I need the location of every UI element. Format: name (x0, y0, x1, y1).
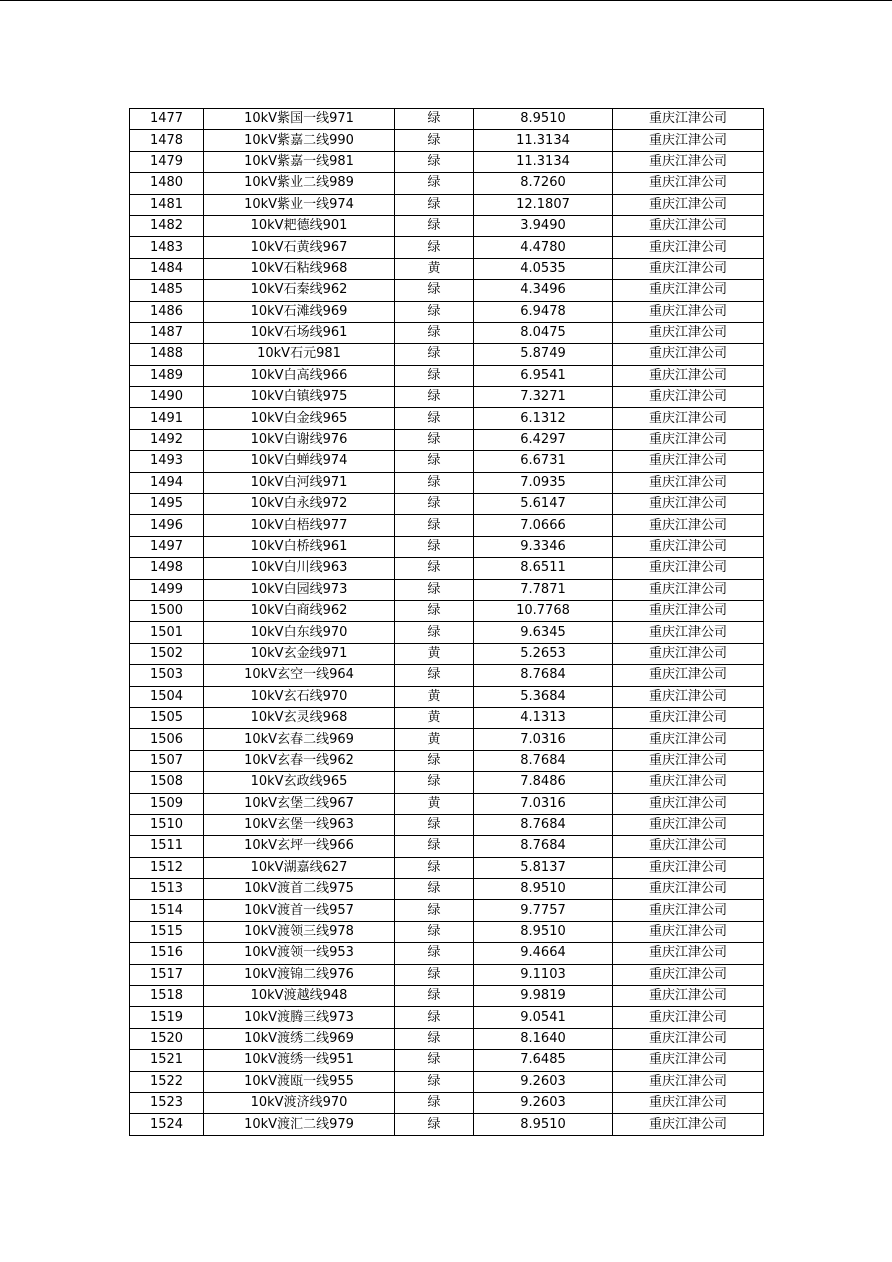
line-name-cell: 10kV渡锦二线976 (204, 964, 395, 985)
table-row (130, 879, 764, 900)
company-cell: 重庆江津公司 (613, 472, 764, 493)
table-row (130, 344, 764, 365)
line-name-cell: 10kV玄春一线962 (204, 750, 395, 771)
company-cell: 重庆江津公司 (613, 879, 764, 900)
table-row (130, 365, 764, 386)
table-row (130, 814, 764, 835)
line-name-cell: 10kV湖嘉线627 (204, 857, 395, 878)
row-number-cell: 1507 (130, 750, 204, 771)
table-body (130, 109, 764, 1136)
line-name-cell: 10kV玄空一线964 (204, 665, 395, 686)
status-color-cell: 绿 (395, 322, 474, 343)
table-row (130, 921, 764, 942)
line-name-cell: 10kV白园线973 (204, 579, 395, 600)
company-cell: 重庆江津公司 (613, 494, 764, 515)
row-number-cell: 1497 (130, 536, 204, 557)
line-name-cell: 10kV渡绣一线951 (204, 1050, 395, 1071)
table-row (130, 1007, 764, 1028)
row-number-cell: 1488 (130, 344, 204, 365)
table-row (130, 387, 764, 408)
status-color-cell: 绿 (395, 215, 474, 236)
company-cell: 重庆江津公司 (613, 622, 764, 643)
table-row (130, 643, 764, 664)
value-cell: 4.3496 (474, 280, 613, 301)
status-color-cell: 绿 (395, 900, 474, 921)
status-color-cell: 绿 (395, 558, 474, 579)
table-row (130, 515, 764, 536)
company-cell: 重庆江津公司 (613, 258, 764, 279)
line-name-cell: 10kV渡首二线975 (204, 879, 395, 900)
status-color-cell: 绿 (395, 857, 474, 878)
line-name-cell: 10kV玄坪一线966 (204, 836, 395, 857)
company-cell: 重庆江津公司 (613, 579, 764, 600)
company-cell: 重庆江津公司 (613, 322, 764, 343)
row-number-cell: 1520 (130, 1028, 204, 1049)
status-color-cell: 黄 (395, 729, 474, 750)
status-color-cell: 绿 (395, 515, 474, 536)
line-name-cell: 10kV玄灵线968 (204, 707, 395, 728)
company-cell: 重庆江津公司 (613, 536, 764, 557)
status-color-cell: 绿 (395, 622, 474, 643)
line-name-cell: 10kV石场线961 (204, 322, 395, 343)
status-color-cell: 绿 (395, 750, 474, 771)
row-number-cell: 1509 (130, 793, 204, 814)
table-row (130, 322, 764, 343)
table-row (130, 729, 764, 750)
row-number-cell: 1489 (130, 365, 204, 386)
line-name-cell: 10kV白镇线975 (204, 387, 395, 408)
line-name-cell: 10kV石滩线969 (204, 301, 395, 322)
status-color-cell: 绿 (395, 494, 474, 515)
row-number-cell: 1481 (130, 194, 204, 215)
value-cell: 8.6511 (474, 558, 613, 579)
row-number-cell: 1508 (130, 772, 204, 793)
line-name-cell: 10kV白谢线976 (204, 429, 395, 450)
company-cell: 重庆江津公司 (613, 1050, 764, 1071)
line-name-cell: 10kV紫国一线971 (204, 109, 395, 130)
company-cell: 重庆江津公司 (613, 173, 764, 194)
company-cell: 重庆江津公司 (613, 1071, 764, 1092)
value-cell: 7.0935 (474, 472, 613, 493)
row-number-cell: 1494 (130, 472, 204, 493)
table-row (130, 707, 764, 728)
status-color-cell: 绿 (395, 986, 474, 1007)
line-name-cell: 10kV白蝉线974 (204, 451, 395, 472)
table-row (130, 472, 764, 493)
company-cell: 重庆江津公司 (613, 857, 764, 878)
company-cell: 重庆江津公司 (613, 280, 764, 301)
value-cell: 7.0666 (474, 515, 613, 536)
value-cell: 4.1313 (474, 707, 613, 728)
top-border-line (0, 0, 892, 1)
value-cell: 7.0316 (474, 729, 613, 750)
table-row (130, 536, 764, 557)
row-number-cell: 1519 (130, 1007, 204, 1028)
value-cell: 4.0535 (474, 258, 613, 279)
line-name-cell: 10kV玄金线971 (204, 643, 395, 664)
company-cell: 重庆江津公司 (613, 836, 764, 857)
status-color-cell: 黄 (395, 643, 474, 664)
row-number-cell: 1506 (130, 729, 204, 750)
value-cell: 10.7768 (474, 600, 613, 621)
company-cell: 重庆江津公司 (613, 921, 764, 942)
value-cell: 7.0316 (474, 793, 613, 814)
status-color-cell: 绿 (395, 301, 474, 322)
row-number-cell: 1504 (130, 686, 204, 707)
line-name-cell: 10kV玄春二线969 (204, 729, 395, 750)
table-row (130, 1071, 764, 1092)
row-number-cell: 1514 (130, 900, 204, 921)
table-row (130, 986, 764, 1007)
row-number-cell: 1499 (130, 579, 204, 600)
status-color-cell: 绿 (395, 579, 474, 600)
company-cell: 重庆江津公司 (613, 237, 764, 258)
row-number-cell: 1523 (130, 1092, 204, 1113)
company-cell: 重庆江津公司 (613, 772, 764, 793)
status-color-cell: 绿 (395, 151, 474, 172)
company-cell: 重庆江津公司 (613, 1028, 764, 1049)
line-name-cell: 10kV渡腾三线973 (204, 1007, 395, 1028)
status-color-cell: 黄 (395, 707, 474, 728)
value-cell: 9.7757 (474, 900, 613, 921)
line-name-cell: 10kV紫嘉一线981 (204, 151, 395, 172)
value-cell: 9.2603 (474, 1092, 613, 1113)
table-row (130, 151, 764, 172)
row-number-cell: 1516 (130, 943, 204, 964)
table-row (130, 1050, 764, 1071)
line-name-cell: 10kV紫业二线989 (204, 173, 395, 194)
line-name-cell: 10kV渡瓯一线955 (204, 1071, 395, 1092)
table-row (130, 665, 764, 686)
row-number-cell: 1512 (130, 857, 204, 878)
status-color-cell: 绿 (395, 408, 474, 429)
company-cell: 重庆江津公司 (613, 215, 764, 236)
status-color-cell: 绿 (395, 1092, 474, 1113)
line-name-cell: 10kV渡汇二线979 (204, 1114, 395, 1135)
company-cell: 重庆江津公司 (613, 1092, 764, 1113)
table-row (130, 793, 764, 814)
status-color-cell: 绿 (395, 536, 474, 557)
row-number-cell: 1500 (130, 600, 204, 621)
value-cell: 8.9510 (474, 921, 613, 942)
row-number-cell: 1496 (130, 515, 204, 536)
table-row (130, 579, 764, 600)
row-number-cell: 1491 (130, 408, 204, 429)
line-name-cell: 10kV渡首一线957 (204, 900, 395, 921)
company-cell: 重庆江津公司 (613, 986, 764, 1007)
table-row (130, 964, 764, 985)
status-color-cell: 绿 (395, 429, 474, 450)
company-cell: 重庆江津公司 (613, 515, 764, 536)
company-cell: 重庆江津公司 (613, 1114, 764, 1135)
table-row (130, 772, 764, 793)
table-row (130, 750, 764, 771)
row-number-cell: 1522 (130, 1071, 204, 1092)
row-number-cell: 1495 (130, 494, 204, 515)
value-cell: 6.9541 (474, 365, 613, 386)
status-color-cell: 绿 (395, 237, 474, 258)
line-name-cell: 10kV渡领一线953 (204, 943, 395, 964)
value-cell: 5.8137 (474, 857, 613, 878)
value-cell: 8.7260 (474, 173, 613, 194)
line-name-cell: 10kV紫业一线974 (204, 194, 395, 215)
table-row (130, 836, 764, 857)
table-row (130, 258, 764, 279)
value-cell: 4.4780 (474, 237, 613, 258)
line-name-cell: 10kV渡绣二线969 (204, 1028, 395, 1049)
value-cell: 6.4297 (474, 429, 613, 450)
status-color-cell: 绿 (395, 665, 474, 686)
value-cell: 8.0475 (474, 322, 613, 343)
company-cell: 重庆江津公司 (613, 643, 764, 664)
line-name-cell: 10kV石元981 (204, 344, 395, 365)
company-cell: 重庆江津公司 (613, 344, 764, 365)
table-row (130, 130, 764, 151)
row-number-cell: 1478 (130, 130, 204, 151)
company-cell: 重庆江津公司 (613, 943, 764, 964)
table-row (130, 408, 764, 429)
value-cell: 9.9819 (474, 986, 613, 1007)
table-row (130, 943, 764, 964)
table-row (130, 857, 764, 878)
status-color-cell: 绿 (395, 387, 474, 408)
value-cell: 6.1312 (474, 408, 613, 429)
row-number-cell: 1517 (130, 964, 204, 985)
table-row (130, 451, 764, 472)
table-row (130, 109, 764, 130)
table-row (130, 173, 764, 194)
table-row (130, 900, 764, 921)
value-cell: 5.3684 (474, 686, 613, 707)
value-cell: 7.6485 (474, 1050, 613, 1071)
table-row (130, 237, 764, 258)
line-name-cell: 10kV玄政线965 (204, 772, 395, 793)
status-color-cell: 绿 (395, 943, 474, 964)
status-color-cell: 绿 (395, 173, 474, 194)
status-color-cell: 绿 (395, 109, 474, 130)
line-name-cell: 10kV玄堡二线967 (204, 793, 395, 814)
row-number-cell: 1510 (130, 814, 204, 835)
company-cell: 重庆江津公司 (613, 665, 764, 686)
line-name-cell: 10kV白河线971 (204, 472, 395, 493)
table-row (130, 622, 764, 643)
row-number-cell: 1485 (130, 280, 204, 301)
company-cell: 重庆江津公司 (613, 964, 764, 985)
status-color-cell: 绿 (395, 280, 474, 301)
value-cell: 9.4664 (474, 943, 613, 964)
company-cell: 重庆江津公司 (613, 729, 764, 750)
company-cell: 重庆江津公司 (613, 109, 764, 130)
company-cell: 重庆江津公司 (613, 1007, 764, 1028)
row-number-cell: 1498 (130, 558, 204, 579)
value-cell: 5.2653 (474, 643, 613, 664)
line-name-cell: 10kV白川线963 (204, 558, 395, 579)
table-row (130, 1028, 764, 1049)
row-number-cell: 1502 (130, 643, 204, 664)
status-color-cell: 黄 (395, 258, 474, 279)
row-number-cell: 1479 (130, 151, 204, 172)
row-number-cell: 1505 (130, 707, 204, 728)
company-cell: 重庆江津公司 (613, 408, 764, 429)
status-color-cell: 黄 (395, 793, 474, 814)
value-cell: 8.7684 (474, 836, 613, 857)
value-cell: 8.1640 (474, 1028, 613, 1049)
line-name-cell: 10kV白梧线977 (204, 515, 395, 536)
value-cell: 3.9490 (474, 215, 613, 236)
row-number-cell: 1486 (130, 301, 204, 322)
status-color-cell: 绿 (395, 1028, 474, 1049)
row-number-cell: 1501 (130, 622, 204, 643)
row-number-cell: 1503 (130, 665, 204, 686)
row-number-cell: 1490 (130, 387, 204, 408)
line-name-cell: 10kV石粘线968 (204, 258, 395, 279)
status-color-cell: 绿 (395, 964, 474, 985)
row-number-cell: 1511 (130, 836, 204, 857)
value-cell: 9.3346 (474, 536, 613, 557)
value-cell: 11.3134 (474, 130, 613, 151)
line-name-cell: 10kV玄石线970 (204, 686, 395, 707)
row-number-cell: 1487 (130, 322, 204, 343)
company-cell: 重庆江津公司 (613, 130, 764, 151)
company-cell: 重庆江津公司 (613, 900, 764, 921)
row-number-cell: 1484 (130, 258, 204, 279)
value-cell: 6.9478 (474, 301, 613, 322)
status-color-cell: 绿 (395, 772, 474, 793)
value-cell: 12.1807 (474, 194, 613, 215)
row-number-cell: 1515 (130, 921, 204, 942)
company-cell: 重庆江津公司 (613, 686, 764, 707)
row-number-cell: 1480 (130, 173, 204, 194)
table-row (130, 686, 764, 707)
company-cell: 重庆江津公司 (613, 600, 764, 621)
table-row (130, 600, 764, 621)
table-row (130, 558, 764, 579)
value-cell: 11.3134 (474, 151, 613, 172)
value-cell: 7.7871 (474, 579, 613, 600)
status-color-cell: 绿 (395, 1007, 474, 1028)
line-name-cell: 10kV白金线965 (204, 408, 395, 429)
company-cell: 重庆江津公司 (613, 194, 764, 215)
status-color-cell: 绿 (395, 600, 474, 621)
line-name-cell: 10kV白高线966 (204, 365, 395, 386)
table-row (130, 429, 764, 450)
feeder-line-table (129, 108, 764, 1136)
line-name-cell: 10kV白永线972 (204, 494, 395, 515)
status-color-cell: 绿 (395, 879, 474, 900)
line-name-cell: 10kV耙德线901 (204, 215, 395, 236)
value-cell: 8.9510 (474, 879, 613, 900)
row-number-cell: 1477 (130, 109, 204, 130)
status-color-cell: 绿 (395, 836, 474, 857)
value-cell: 9.6345 (474, 622, 613, 643)
status-color-cell: 绿 (395, 1050, 474, 1071)
table-row (130, 1092, 764, 1113)
company-cell: 重庆江津公司 (613, 558, 764, 579)
line-name-cell: 10kV渡济线970 (204, 1092, 395, 1113)
company-cell: 重庆江津公司 (613, 151, 764, 172)
company-cell: 重庆江津公司 (613, 387, 764, 408)
company-cell: 重庆江津公司 (613, 793, 764, 814)
value-cell: 5.6147 (474, 494, 613, 515)
company-cell: 重庆江津公司 (613, 301, 764, 322)
company-cell: 重庆江津公司 (613, 365, 764, 386)
line-name-cell: 10kV紫嘉二线990 (204, 130, 395, 151)
status-color-cell: 绿 (395, 344, 474, 365)
status-color-cell: 绿 (395, 921, 474, 942)
row-number-cell: 1483 (130, 237, 204, 258)
company-cell: 重庆江津公司 (613, 814, 764, 835)
line-name-cell: 10kV白东线970 (204, 622, 395, 643)
value-cell: 8.9510 (474, 1114, 613, 1135)
status-color-cell: 绿 (395, 1071, 474, 1092)
status-color-cell: 绿 (395, 451, 474, 472)
table-row (130, 301, 764, 322)
status-color-cell: 绿 (395, 472, 474, 493)
line-name-cell: 10kV渡领三线978 (204, 921, 395, 942)
value-cell: 6.6731 (474, 451, 613, 472)
line-name-cell: 10kV白桥线961 (204, 536, 395, 557)
table-row (130, 215, 764, 236)
value-cell: 8.7684 (474, 665, 613, 686)
status-color-cell: 绿 (395, 814, 474, 835)
table-row (130, 494, 764, 515)
row-number-cell: 1482 (130, 215, 204, 236)
row-number-cell: 1513 (130, 879, 204, 900)
line-name-cell: 10kV渡越线948 (204, 986, 395, 1007)
value-cell: 9.1103 (474, 964, 613, 985)
table-row (130, 1114, 764, 1135)
status-color-cell: 绿 (395, 130, 474, 151)
row-number-cell: 1493 (130, 451, 204, 472)
status-color-cell: 绿 (395, 1114, 474, 1135)
line-name-cell: 10kV石黄线967 (204, 237, 395, 258)
value-cell: 8.7684 (474, 750, 613, 771)
row-number-cell: 1524 (130, 1114, 204, 1135)
table-row (130, 280, 764, 301)
line-name-cell: 10kV玄堡一线963 (204, 814, 395, 835)
status-color-cell: 绿 (395, 194, 474, 215)
company-cell: 重庆江津公司 (613, 750, 764, 771)
value-cell: 8.9510 (474, 109, 613, 130)
row-number-cell: 1492 (130, 429, 204, 450)
value-cell: 5.8749 (474, 344, 613, 365)
status-color-cell: 绿 (395, 365, 474, 386)
status-color-cell: 黄 (395, 686, 474, 707)
line-name-cell: 10kV石秦线962 (204, 280, 395, 301)
row-number-cell: 1518 (130, 986, 204, 1007)
company-cell: 重庆江津公司 (613, 707, 764, 728)
value-cell: 9.0541 (474, 1007, 613, 1028)
value-cell: 8.7684 (474, 814, 613, 835)
value-cell: 9.2603 (474, 1071, 613, 1092)
value-cell: 7.8486 (474, 772, 613, 793)
table-row (130, 194, 764, 215)
line-name-cell: 10kV白商线962 (204, 600, 395, 621)
row-number-cell: 1521 (130, 1050, 204, 1071)
value-cell: 7.3271 (474, 387, 613, 408)
company-cell: 重庆江津公司 (613, 451, 764, 472)
company-cell: 重庆江津公司 (613, 429, 764, 450)
